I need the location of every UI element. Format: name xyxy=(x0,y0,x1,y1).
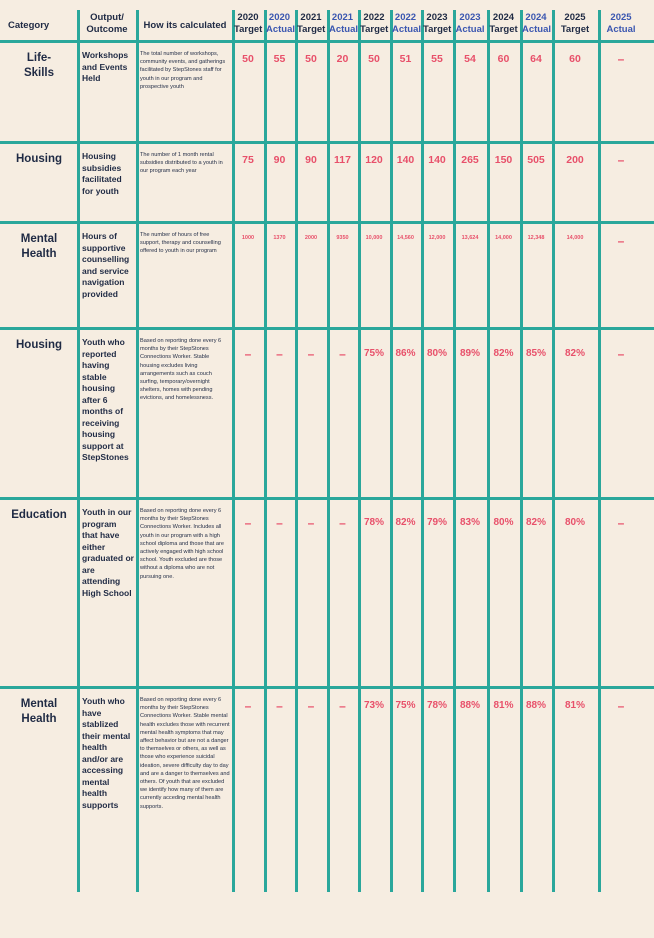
row-value: 12,348 xyxy=(527,235,545,241)
header-col-2023-actual xyxy=(455,12,485,36)
row-output: Youth who reported having stable housing after 6 months of receiving housing support at StepStones xyxy=(82,337,129,462)
row-value: 80% xyxy=(426,348,447,359)
row-value: 55 xyxy=(273,53,286,65)
row-value: 10,000 xyxy=(365,235,383,241)
row-value: 83% xyxy=(459,517,480,528)
row-value: – xyxy=(339,516,346,530)
row-value: – xyxy=(307,516,315,530)
row-value: 200 xyxy=(566,154,584,166)
row-value: 55 xyxy=(431,53,443,65)
row-value: 78% xyxy=(426,700,447,711)
header-col-2023-target xyxy=(423,12,451,36)
row-value: 140 xyxy=(428,154,446,166)
row-value: 82% xyxy=(525,517,546,528)
row-value: 90 xyxy=(305,154,317,166)
header-label: Actual xyxy=(522,24,552,35)
row-value: 50 xyxy=(242,53,254,65)
row-value: – xyxy=(276,347,283,361)
header-year: 2025 xyxy=(610,12,632,23)
row-value: 120 xyxy=(365,154,383,166)
row-output: Hours of supportive counselling and service navigation provided xyxy=(82,231,130,299)
row-value: 1370 xyxy=(273,235,286,241)
header-year: 2023 xyxy=(426,12,448,23)
row-calculation: The number of hours of free support, therapy and counselling offered to youth in our program xyxy=(140,232,221,255)
row-value: – xyxy=(339,699,346,713)
row-value: – xyxy=(276,699,283,713)
row-value: – xyxy=(617,153,625,167)
row-value: 81% xyxy=(493,700,514,711)
row-calculation: Based on reporting done every 6 months by their StepStones Connections Worker. Stable mental health excludes those with recurrent mental health symptoms that may affect behavior but are not a danger to themselves or others, as well as those who experience suicidal ideation, severe difficulty day to day and are a danger to themselves and others. Of youth that are excluded we identify how many of them are currently acceding mental health supports. xyxy=(140,697,230,810)
header-year: 2020 xyxy=(268,12,291,23)
row-calculation: Based on reporting done every 6 months by their StepStones Connections Worker. Stable housing excludes living arrangements such as couch surfing, temporary/overnight shelters, homes with pending evictions, and homelessness. xyxy=(140,338,222,402)
row-category: Mental Health xyxy=(20,233,58,260)
row-calculation: The total number of workshops, community events, and gatherings facilitated by StepStones staff for youth in our program and prospective youth xyxy=(140,51,226,90)
header-label: Target xyxy=(360,24,389,35)
header-year: 2022 xyxy=(363,12,385,23)
row-value: 82% xyxy=(564,348,585,359)
row-value: 51 xyxy=(399,53,412,65)
row-value: 117 xyxy=(334,154,351,166)
row-value: 85% xyxy=(525,348,546,359)
header-label: Target xyxy=(423,24,452,35)
row-value: 73% xyxy=(363,700,384,711)
row-value: – xyxy=(617,347,625,361)
row-divider xyxy=(0,686,654,689)
header-col-2025-target xyxy=(554,12,596,36)
header-label: Actual xyxy=(455,24,485,35)
header-label: Target xyxy=(297,24,326,35)
header-label: Target xyxy=(234,24,263,35)
row-value: 20 xyxy=(336,53,349,65)
row-value: 50 xyxy=(368,53,380,65)
row-category: Mental Health xyxy=(20,698,58,725)
row-value: 90 xyxy=(273,154,286,166)
row-value: 88% xyxy=(525,700,546,711)
header-year: 2020 xyxy=(237,12,259,23)
row-calculation: The number of 1 month rental subsidies distributed to a youth in our program each year xyxy=(140,152,223,175)
row-category: Education xyxy=(11,509,67,521)
row-value: – xyxy=(307,699,315,713)
row-value: – xyxy=(276,516,283,530)
header-year: 2023 xyxy=(459,12,481,23)
header-year: 2021 xyxy=(331,12,354,23)
row-value: – xyxy=(244,347,252,361)
header-calculation: How its calculated xyxy=(143,20,227,31)
row-calculation: Based on reporting done every 6 months by their StepStones Connections Worker. Includes all youth in our program with a high school diploma and those that are actively engaged with high school school. Youth excluded are those without a diploma who are not pursuing one. xyxy=(140,508,224,580)
row-divider xyxy=(0,141,654,144)
header-col-2024-actual xyxy=(522,12,550,36)
row-divider xyxy=(0,221,654,224)
header-col-2021-actual xyxy=(329,12,359,36)
header-label: Target xyxy=(560,24,590,35)
row-value: 14,560 xyxy=(397,235,414,241)
header-year: 2022 xyxy=(394,12,417,23)
row-divider xyxy=(0,40,654,43)
header-label: Actual xyxy=(392,24,422,35)
header-col-2020-actual xyxy=(266,12,296,36)
row-value: 13,624 xyxy=(461,235,479,241)
row-category: Life- Skills xyxy=(23,52,55,79)
row-value: 82% xyxy=(395,517,416,528)
row-value: – xyxy=(244,516,252,530)
header-year: 2025 xyxy=(564,12,586,23)
row-value: 89% xyxy=(459,348,480,359)
header-category: Category xyxy=(8,20,50,31)
row-value: 2000 xyxy=(304,235,318,241)
header-col-2024-target xyxy=(489,12,518,36)
header-year: 2024 xyxy=(492,12,515,23)
row-value: 50 xyxy=(305,53,317,65)
row-value: 64 xyxy=(530,53,542,65)
row-category: Housing xyxy=(16,339,62,351)
row-value: – xyxy=(617,52,625,66)
row-output: Youth who have stablized their mental health and/or are accessing mental health supports xyxy=(82,696,131,810)
row-value: 75 xyxy=(242,154,254,166)
header-col-2020-target xyxy=(234,12,262,36)
row-value: 60 xyxy=(497,53,510,65)
row-value: – xyxy=(617,699,625,713)
row-value: 80% xyxy=(493,517,514,528)
header-label: Target xyxy=(489,24,518,35)
header-col-2022-actual xyxy=(392,12,422,36)
row-value: 150 xyxy=(494,154,513,166)
header-col-2022-target xyxy=(360,12,388,36)
row-value: 78% xyxy=(363,517,384,528)
row-value: – xyxy=(617,516,625,530)
header-label: Actual xyxy=(329,24,359,35)
row-divider xyxy=(0,327,654,330)
row-category: Housing xyxy=(16,153,62,165)
header-col-2021-target xyxy=(297,12,325,36)
row-value: 88% xyxy=(459,700,480,711)
row-value: 80% xyxy=(564,517,585,528)
row-value: 505 xyxy=(527,154,545,166)
row-value: – xyxy=(617,234,625,248)
row-value: 81% xyxy=(564,700,585,711)
row-value: 54 xyxy=(464,53,476,65)
header-year: 2024 xyxy=(525,12,547,23)
row-value: 265 xyxy=(461,154,479,166)
row-divider xyxy=(0,497,654,500)
row-value: 86% xyxy=(395,348,416,359)
row-value: 82% xyxy=(493,348,514,359)
header-output: Output/ Outcome xyxy=(86,12,128,35)
header-col-2025-actual xyxy=(600,12,642,36)
row-value: 9350 xyxy=(336,235,349,241)
row-output: Workshops and Events Held xyxy=(82,50,129,83)
row-output: Youth in our program that have either graduated or are attending High School xyxy=(82,507,134,598)
header-year: 2021 xyxy=(300,12,322,23)
row-value: – xyxy=(339,347,346,361)
header-label: Actual xyxy=(266,24,296,35)
row-value: 79% xyxy=(426,517,447,528)
row-value: 75% xyxy=(363,348,384,359)
row-value: 60 xyxy=(569,53,581,65)
row-value: 14,000 xyxy=(495,235,512,241)
header-label: Actual xyxy=(606,24,636,35)
row-value: 75% xyxy=(395,700,416,711)
row-value: – xyxy=(307,347,315,361)
row-value: 12,000 xyxy=(428,235,446,241)
row-value: 1000 xyxy=(241,235,255,241)
row-value: 14,000 xyxy=(566,235,584,241)
row-value: – xyxy=(244,699,252,713)
row-value: 140 xyxy=(396,154,415,166)
row-output: Housing subsidies facilitated for youth xyxy=(82,151,122,196)
